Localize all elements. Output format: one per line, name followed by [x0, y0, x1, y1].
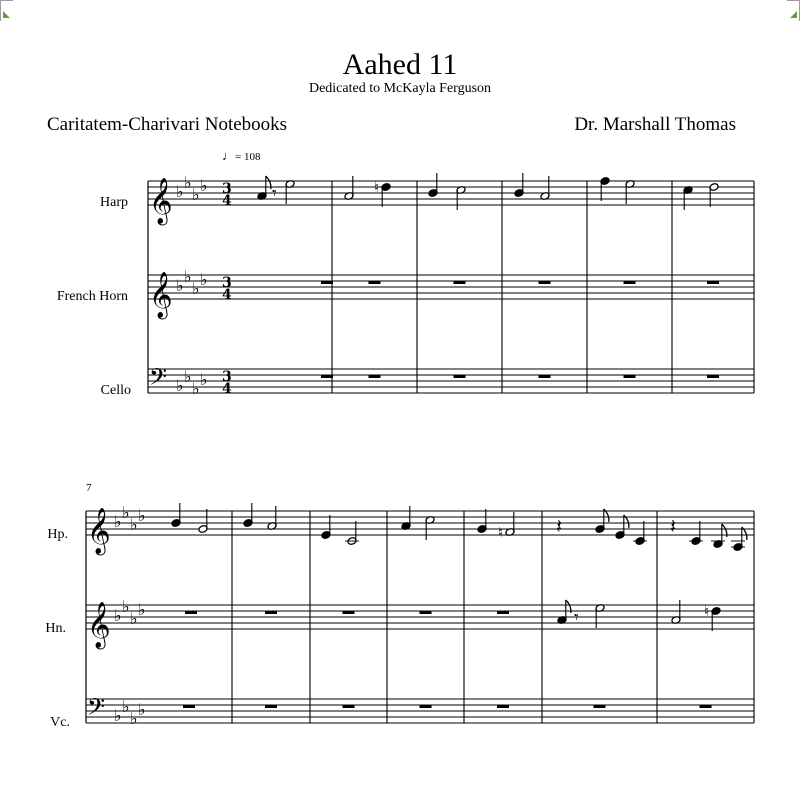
measure-number: 7	[86, 482, 92, 494]
flat-icon: ♭	[200, 176, 208, 195]
whole-rest-icon	[454, 281, 466, 284]
whole-rest-icon	[185, 611, 197, 614]
time-signature-bottom: 4	[222, 193, 232, 209]
flat-icon: ♭	[192, 379, 200, 398]
flat-icon: ♭	[130, 515, 138, 534]
flat-icon: ♭	[130, 609, 138, 628]
whole-rest-icon	[321, 281, 333, 284]
bass-clef-icon: 𝄢	[87, 693, 106, 726]
flat-icon: ♭	[122, 697, 130, 716]
flat-icon: ♭	[114, 512, 122, 531]
flat-icon: ♭	[138, 506, 146, 525]
flat-icon: ♭	[176, 276, 184, 295]
whole-rest-icon	[624, 281, 636, 284]
flat-icon: ♭	[192, 279, 200, 298]
whole-rest-icon	[183, 705, 195, 708]
whole-rest-icon	[700, 705, 712, 708]
whole-rest-icon	[343, 705, 355, 708]
whole-rest-icon	[539, 375, 551, 378]
time-signature-top: 3	[222, 369, 232, 385]
instrument-label-cello: Cello	[100, 383, 131, 398]
instrument-label-horn-short: Hn.	[45, 621, 66, 636]
score-dedication: Dedicated to McKayla Ferguson	[308, 81, 492, 96]
treble-clef-icon: 𝄞	[149, 178, 173, 224]
tempo-value: = 108	[235, 151, 261, 163]
system-1	[148, 173, 754, 398]
whole-rest-icon	[420, 611, 432, 614]
flat-icon: ♭	[176, 376, 184, 395]
eighth-rest-icon: 𝄾	[272, 183, 277, 204]
flat-icon: ♭	[122, 597, 130, 616]
whole-rest-icon	[594, 705, 606, 708]
whole-rest-icon	[420, 705, 432, 708]
flat-icon: ♭	[192, 185, 200, 204]
score-publisher: Caritatem-Charivari Notebooks	[47, 114, 288, 135]
time-signature-top: 3	[222, 181, 232, 197]
bass-clef-icon: 𝄢	[149, 363, 168, 396]
time-signature-bottom: 4	[222, 381, 232, 397]
treble-clef-icon: 𝄞	[87, 602, 111, 648]
instrument-label-harp: Harp	[100, 195, 128, 210]
whole-rest-icon	[369, 281, 381, 284]
natural-icon: ♮	[704, 604, 710, 620]
flat-icon: ♭	[184, 367, 192, 386]
natural-icon: ♮	[374, 180, 380, 196]
system-2	[86, 503, 754, 728]
flat-icon: ♭	[114, 606, 122, 625]
instrument-label-harp-short: Hp.	[47, 527, 68, 542]
flat-icon: ♭	[114, 706, 122, 725]
time-signature-bottom: 4	[222, 287, 232, 303]
flat-icon: ♭	[122, 503, 130, 522]
instrument-label-cello-short: Vc.	[50, 715, 70, 730]
flat-icon: ♭	[200, 270, 208, 289]
score-composer: Dr. Marshall Thomas	[574, 114, 736, 135]
natural-icon: ♮	[498, 525, 504, 541]
whole-rest-icon	[497, 611, 509, 614]
whole-rest-icon	[343, 611, 355, 614]
flat-icon: ♭	[130, 709, 138, 728]
treble-clef-icon: 𝄞	[87, 508, 111, 554]
whole-rest-icon	[321, 375, 333, 378]
whole-rest-icon	[369, 375, 381, 378]
eighth-rest-icon: 𝄾	[574, 607, 579, 628]
whole-rest-icon	[265, 705, 277, 708]
whole-rest-icon	[707, 375, 719, 378]
quarter-rest-icon: 𝄽	[556, 514, 563, 538]
flat-icon: ♭	[138, 600, 146, 619]
time-signature-top: 3	[222, 275, 232, 291]
whole-rest-icon	[539, 281, 551, 284]
whole-rest-icon	[265, 611, 277, 614]
flat-icon: ♭	[184, 267, 192, 286]
flat-icon: ♭	[200, 370, 208, 389]
treble-clef-icon: 𝄞	[149, 272, 173, 318]
instrument-label-french-horn: French Horn	[56, 289, 128, 304]
whole-rest-icon	[454, 375, 466, 378]
flat-icon: ♭	[176, 182, 184, 201]
flat-icon: ♭	[138, 700, 146, 719]
quarter-rest-icon: 𝄽	[670, 514, 677, 538]
quarter-note-icon: ♩	[222, 148, 235, 163]
whole-rest-icon	[624, 375, 636, 378]
score-title: Aahed 11	[342, 48, 458, 81]
flat-icon: ♭	[184, 173, 192, 192]
whole-rest-icon	[707, 281, 719, 284]
whole-rest-icon	[497, 705, 509, 708]
